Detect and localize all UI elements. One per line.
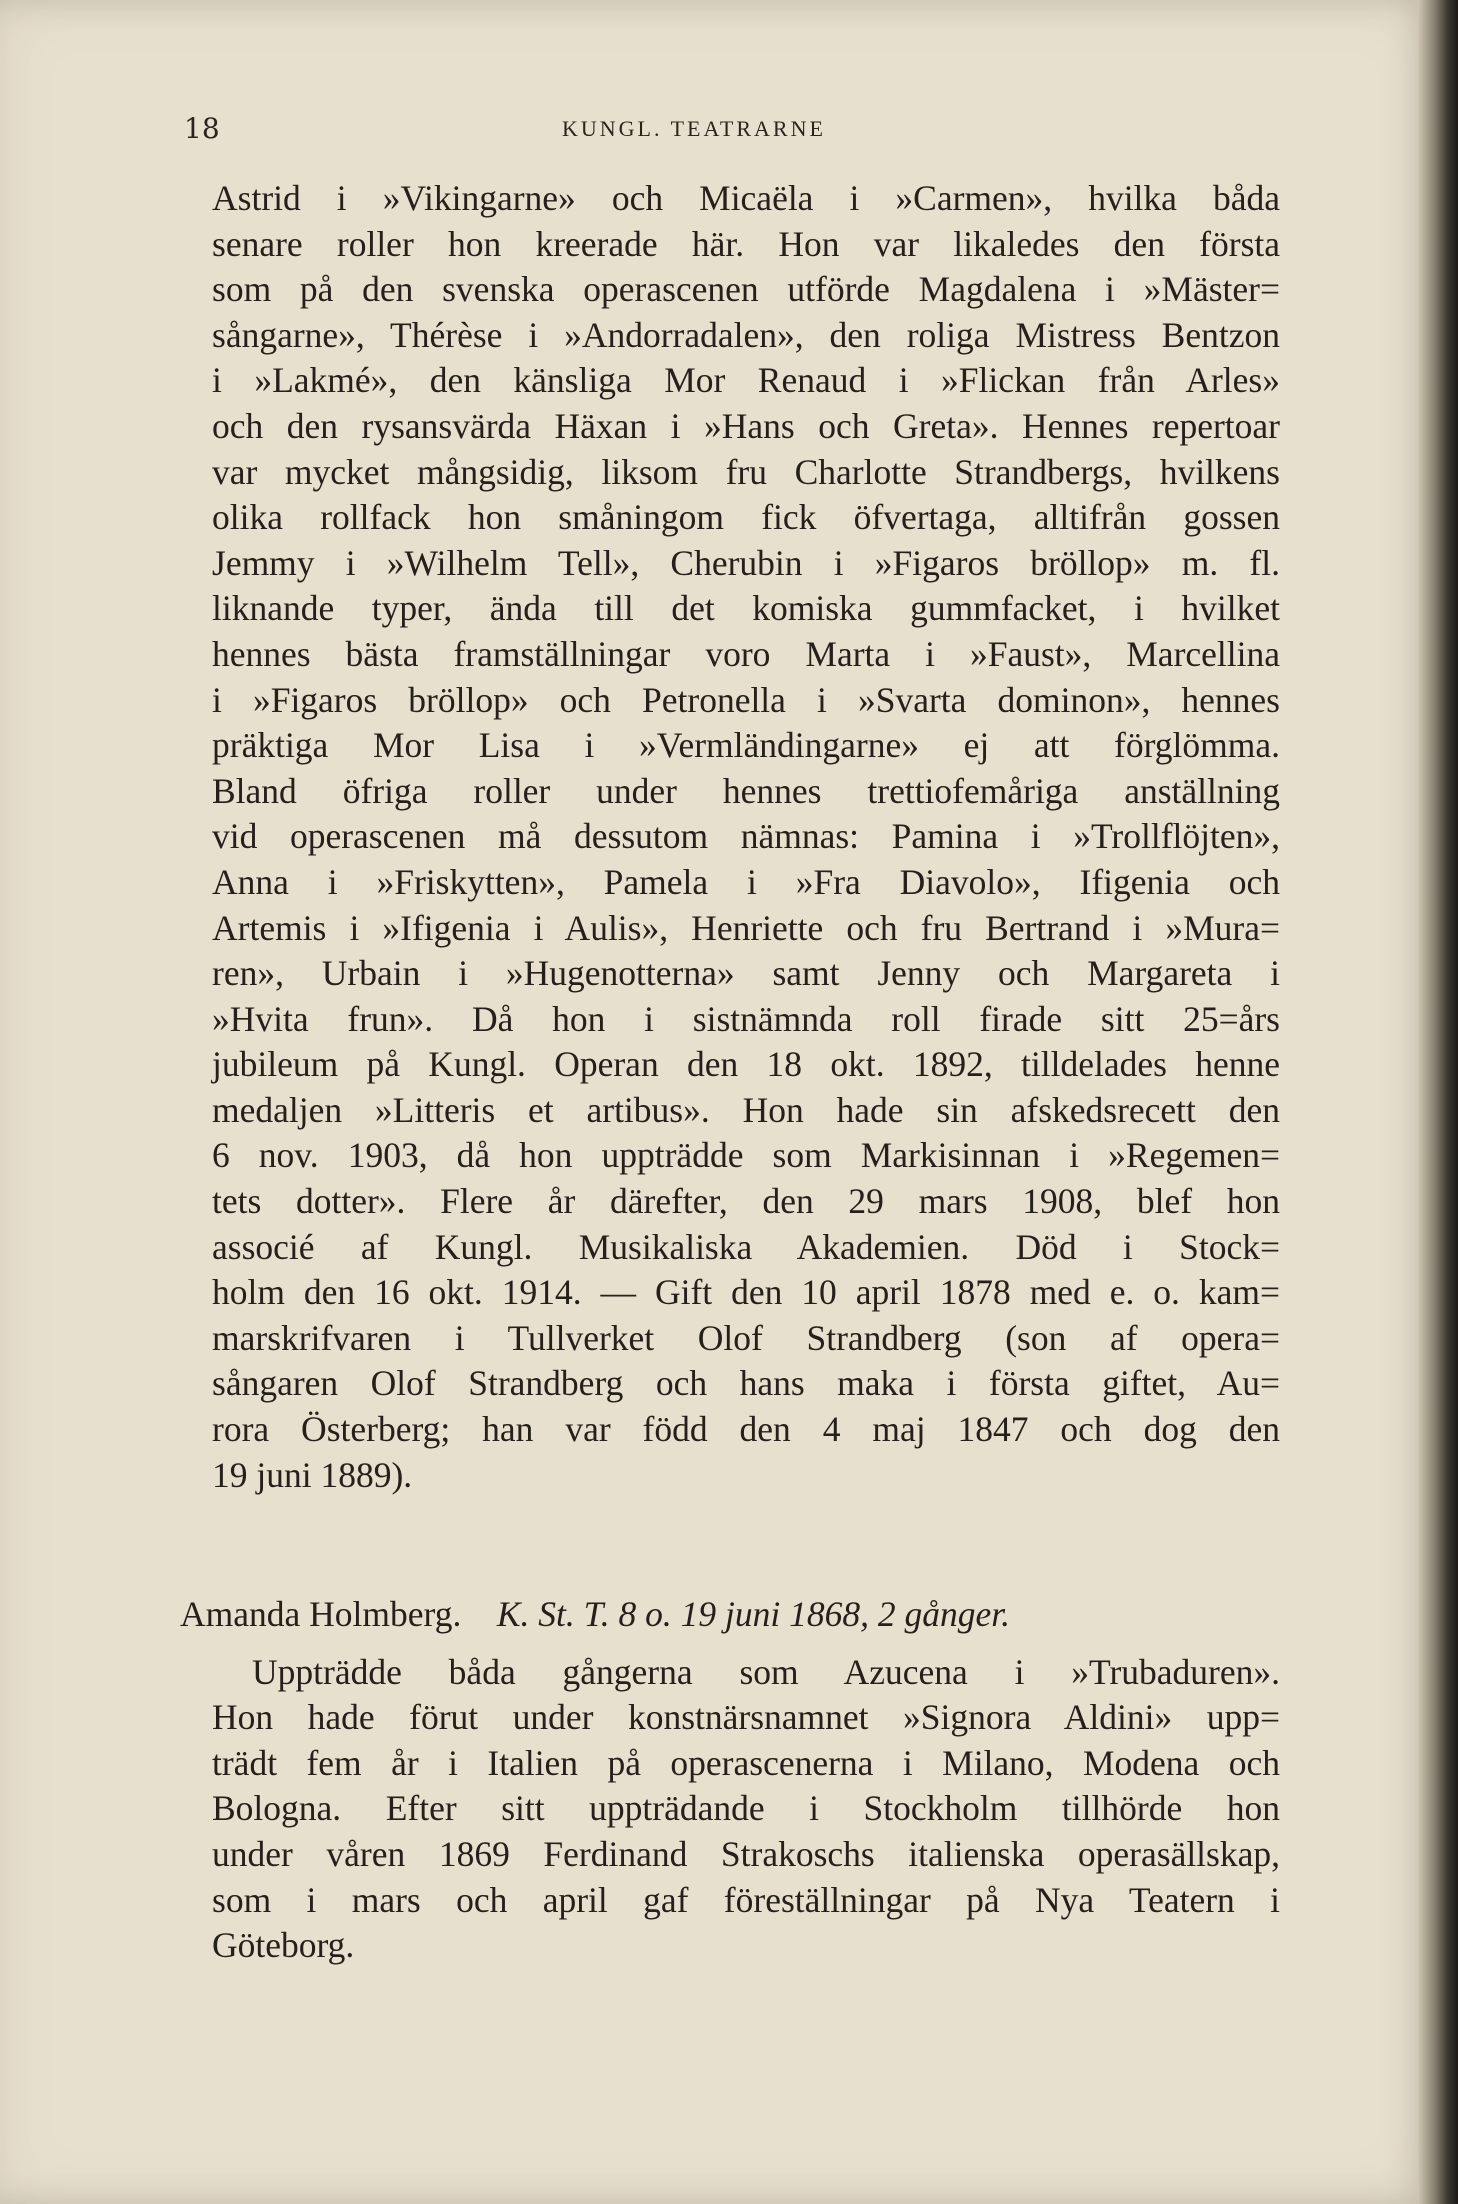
text-line: sångaren Olof Strandberg och hans maka i första giftet, Au= [212,1363,1280,1404]
text-line: liknande typer, ända till det komiska gummfacket, i hvilket [212,588,1280,629]
text-line: Uppträdde båda gångerna som Azucena i »Trubaduren». [252,1651,1280,1692]
text-line: tets dotter». Flere år därefter, den 29 mars 1908, blef hon [212,1181,1280,1222]
text-line: vid operascenen må dessutom nämnas: Pamina i »Trollflöjten», [212,816,1280,857]
entry-paragraph [180,1650,1280,1969]
page-edge-shadow [1418,0,1458,2204]
text-line: marskrifvaren i Tullverket Olof Strandberg (son af opera= [212,1317,1280,1358]
text-line: medaljen »Litteris et artibus». Hon hade sin afskedsrecett den [212,1089,1280,1130]
text-line: trädt fem år i Italien på operascenerna i Milano, Modena och [212,1742,1280,1783]
paragraph-continued [212,176,1280,1498]
text-line: Anna i »Friskytten», Pamela i »Fra Diavolo», Ifigenia och [212,861,1280,902]
text-line: Bologna. Efter sitt uppträdande i Stockholm tillhörde hon [212,1788,1280,1829]
text-line: rora Österberg; han var född den 4 maj 1847 och dog den [212,1409,1280,1450]
text-line: 19 juni 1889). [212,1454,413,1495]
text-line: Göteborg. [212,1925,355,1966]
text-line: olika rollfack hon småningom fick öfvertaga, alltifrån gossen [212,497,1280,538]
text-line: Bland öfriga roller under hennes trettiofemåriga anställning [212,770,1280,811]
text-line: var mycket mångsidig, liksom fru Charlotte Strandbergs, hvilkens [212,451,1280,492]
text-line: Artemis i »Ifigenia i Aulis», Henriette och fru Bertrand i »Mura= [212,907,1280,948]
text-line: senare roller hon kreerade här. Hon var likaledes den första [212,223,1280,264]
entry-heading [180,1592,1280,1638]
text-line: sångarne», Thérèse i »Andorradalen», den roliga Mistress Bentzon [212,314,1280,355]
entry-name: Amanda Holmberg. [180,1594,462,1634]
text-line: som på den svenska operascenen utförde Magdalena i »Mäster= [212,269,1280,310]
page-number: 18 [184,112,220,145]
text-line: hennes bästa framställningar voro Marta i »Faust», Marcellina [212,633,1280,674]
text-line: präktiga Mor Lisa i »Vermländingarne» ej att förglömma. [212,725,1280,766]
text-line: ren», Urbain i »Hugenotterna» samt Jenny och Margareta i [212,953,1280,994]
text-line: associé af Kungl. Musikaliska Akademien. Död i Stock= [212,1226,1280,1267]
entry-amanda-holmberg [180,1592,1280,1969]
text-line: 6 nov. 1903, då hon uppträdde som Markisinnan i »Regemen= [212,1135,1280,1176]
text-line: under våren 1869 Ferdinand Strakoschs italienska operasällskap, [212,1833,1280,1874]
text-line: »Hvita frun». Då hon i sistnämnda roll firade sitt 25=års [212,998,1280,1039]
running-title: KUNGL. TEATRARNE [562,116,826,141]
text-line: i »Lakmé», den känsliga Mor Renaud i »Flickan från Arles» [212,360,1280,401]
text-line: och den rysansvärda Häxan i »Hans och Greta». Hennes repertoar [212,405,1280,446]
text-line: holm den 16 okt. 1914. — Gift den 10 april 1878 med e. o. kam= [212,1272,1280,1313]
text-line: i »Figaros bröllop» och Petronella i »Svarta dominon», hennes [212,679,1280,720]
text-line: Astrid i »Vikingarne» och Micaëla i »Carmen», hvilka båda [212,178,1280,218]
text-line: Hon hade förut under konstnärsnamnet »Signora Aldini» upp= [212,1697,1280,1738]
running-head [0,112,1432,152]
text-line: Jemmy i »Wilhelm Tell», Cherubin i »Figaros bröllop» m. fl. [212,542,1280,583]
text-line: som i mars och april gaf föreställningar på Nya Teatern i [212,1879,1280,1920]
text-line: jubileum på Kungl. Operan den 18 okt. 1892, tilldelades henne [212,1044,1280,1085]
entry-details: K. St. T. 8 o. 19 juni 1868, 2 gånger. [496,1594,1010,1634]
